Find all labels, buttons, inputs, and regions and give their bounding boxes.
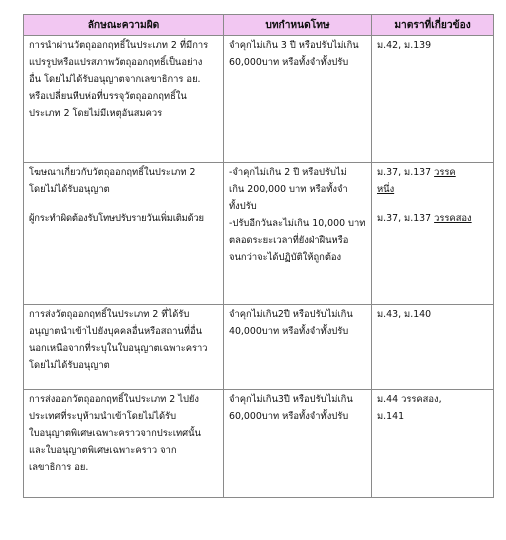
table-row: [24, 36, 494, 163]
penalty-line: -ปรับอีกวันละไม่เกิน 10,000 บาท: [229, 218, 366, 229]
header-section: มาตราที่เกี่ยวข้อง: [372, 15, 494, 36]
offense-line: แปรรูปหรือแปรสภาพวัตถุออกฤทธิ์เป็นอย่าง: [29, 57, 203, 68]
offense-line: ใบอนุญาตพิเศษเฉพาะคราวจากประเทศนั้น: [29, 428, 201, 439]
offense-line: การส่งวัตถุออกฤทธิ์ในประเภท 2 ที่ได้รับ: [29, 309, 190, 320]
section-line: [377, 164, 489, 181]
section-cell: [372, 163, 494, 305]
penalty-line: 60,000บาท หรือทั้งจำทั้งปรับ: [229, 57, 349, 68]
offense-cell: [24, 305, 224, 390]
section-cell: [372, 36, 494, 163]
section-link[interactable]: วรรค: [434, 167, 456, 178]
penalty-line: จำคุกไม่เกิน2ปี หรือปรับไม่เกิน: [229, 309, 353, 320]
offense-line: เลขาธิการ อย.: [29, 462, 89, 473]
penalty-line: ทั้งปรับ: [229, 201, 257, 212]
offense-line: นอกเหนือจากที่ระบุในใบอนุญาตเฉพาะคราว: [29, 343, 208, 354]
penalty-line: จำคุกไม่เกิน 3 ปี หรือปรับไม่เกิน: [229, 40, 359, 51]
header-offense: ลักษณะความผิด: [24, 15, 224, 36]
offense-line: หรือเปลี่ยนหีบห่อที่บรรจุวัตถุออกฤทธิ์ใน: [29, 91, 187, 102]
offense-cell: [24, 390, 224, 498]
offense-line: โดยไม่ได้รับอนุญาต: [29, 360, 110, 371]
penalty-table: [23, 14, 494, 498]
penalty-cell: [224, 390, 372, 498]
penalty-line: 60,000บาท หรือทั้งจำทั้งปรับ: [229, 411, 349, 422]
section-line: ม.43, ม.140: [377, 309, 432, 320]
penalty-line: ตลอดระยะเวลาที่ยังฝ่าฝืนหรือ: [229, 235, 349, 246]
table-header-row: [24, 15, 494, 36]
offense-line: ผู้กระทำผิดต้องรับโทษปรับรายวันเพิ่มเติมด้วย: [29, 213, 204, 224]
penalty-line: -จำคุกไม่เกิน 2 ปี หรือปรับไม่: [229, 167, 347, 178]
spacer: [29, 198, 219, 210]
header-penalty: บทกำหนดโทษ: [224, 15, 372, 36]
penalty-line: จำคุกไม่เกิน3ปี หรือปรับไม่เกิน: [229, 394, 353, 405]
section-line: ม.141: [377, 411, 405, 422]
section-line: [377, 181, 489, 198]
penalty-cell: [224, 36, 372, 163]
spacer: [377, 198, 489, 210]
offense-line: การส่งออกวัตถุออกฤทธิ์ในประเภท 2 ไปยัง: [29, 394, 199, 405]
offense-line: อื่น โดยไม่ได้รับอนุญาตจากเลขาธิการ อย.: [29, 74, 201, 85]
section-line: ม.44 วรรคสอง,: [377, 394, 442, 405]
offense-line: อนุญาตนำเข้าไปยังบุคคลอื่นหรือสถานที่อื่น: [29, 326, 203, 337]
offense-line: ประเภท 2 โดยไม่มีเหตุอันสมควร: [29, 108, 163, 119]
offense-line: โฆษณาเกี่ยวกับวัตถุออกฤทธิ์ในประเภท 2: [29, 167, 196, 178]
section-text: ม.37, ม.137: [377, 213, 435, 224]
penalty-line: จนกว่าจะได้ปฏิบัติให้ถูกต้อง: [229, 252, 342, 263]
penalty-cell: [224, 163, 372, 305]
section-link[interactable]: วรรคสอง: [434, 213, 472, 224]
offense-line: การนำผ่านวัตถุออกฤทธิ์ในประเภท 2 ที่มีการ: [29, 40, 209, 51]
offense-line: ประเทศที่ระบุห้ามนำเข้าโดยไม่ได้รับ: [29, 411, 177, 422]
offense-line: โดยไม่ได้รับอนุญาต: [29, 184, 110, 195]
offense-cell: [24, 163, 224, 305]
section-line: [377, 210, 489, 227]
section-link[interactable]: หนึ่ง: [377, 184, 395, 195]
section-cell: [372, 305, 494, 390]
penalty-line: เกิน 200,000 บาท หรือทั้งจำ: [229, 184, 348, 195]
penalty-cell: [224, 305, 372, 390]
section-cell: [372, 390, 494, 498]
offense-cell: [24, 36, 224, 163]
table-row: [24, 163, 494, 305]
section-line: ม.42, ม.139: [377, 40, 432, 51]
table-row: [24, 390, 494, 498]
offense-line: และใบอนุญาตพิเศษเฉพาะคราว จาก: [29, 445, 177, 456]
section-text: ม.37, ม.137: [377, 167, 435, 178]
table-row: [24, 305, 494, 390]
penalty-line: 40,000บาท หรือทั้งจำทั้งปรับ: [229, 326, 349, 337]
